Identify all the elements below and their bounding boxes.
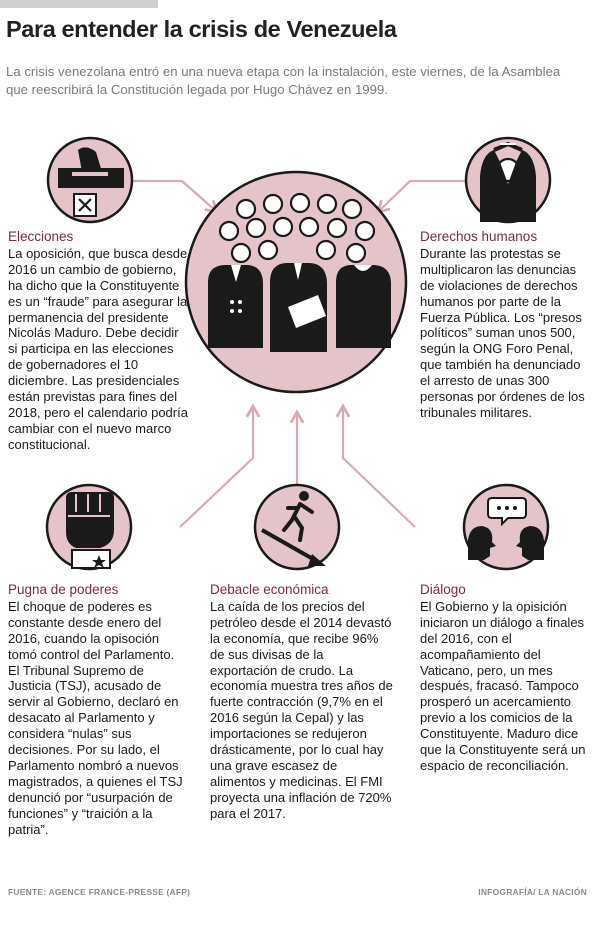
constituent-assembly-icon xyxy=(186,172,406,392)
dialogue-heads-icon xyxy=(464,485,548,569)
section-title: Pugna de poderes xyxy=(8,582,119,597)
section-dialogo xyxy=(420,582,592,774)
section-pugna-de-poderes xyxy=(8,582,188,838)
section-text: La oposición, que busca desde 2016 un cambio de gobierno, ha dicho que la Constituyente es un “fraude” para asegurar la permanencia del presidente Nicolás Maduro. Debe decidir si participa en las elecciones de gobernadores el 10 diciembre. Las presidenciales están previstas para fines del 2018, pero el calendario podría cambiar con el nuevo marco constitucional. xyxy=(8,245,188,452)
arrow-dialogo xyxy=(343,406,415,527)
raised-fist-icon xyxy=(47,485,131,569)
falling-person-icon xyxy=(255,485,339,569)
arrow-pugna xyxy=(180,406,253,527)
section-debacle-economica xyxy=(210,582,394,822)
section-title: Elecciones xyxy=(8,229,74,244)
graphic-credit: INFOGRAFÍA/ LA NACIÓN xyxy=(478,887,587,897)
section-title: Derechos humanos xyxy=(420,229,538,244)
section-text: La caída de los precios del petróleo desde el 2014 devastó la economía, que recibe 96% de sus divisas de la exportación de crudo. La economía muestra tres años de fuerte contracción (9,7% en el 2016 según la Cepal) y las importaciones se redujeron drásticamente, por lo cual hay una grave escasez de alimentos y medicinas. El FMI proyecta una inflación de 720% para el 2017. xyxy=(210,598,393,821)
section-title: Debacle económica xyxy=(210,582,329,597)
ballot-box-icon xyxy=(48,138,132,222)
section-text: El choque de poderes es constante desde enero del 2016, cuando la opisoción tomó control del Parlamento. El Tribunal Supremo de Justicia (TSJ), acusado de servir al Gobierno, declaró en desacato al Parlamento y considera “nulas” sus decisiones. Por su lado, el Parlamento nombró a nuevos magistrados, a quienes el TSJ denunció por “usurpación de funciones” y “traición a la patria”. xyxy=(8,598,183,837)
page-subtitle: La crisis venezolana entró en una nueva etapa con la instalación, este viernes, de la Asamblea que reescribirá la Constitución legada por Hugo Chávez en 1999. xyxy=(6,64,561,97)
page-title: Para entender la crisis de Venezuela xyxy=(6,16,397,42)
section-text: El Gobierno y la opisición iniciaron un diálogo a finales del 2016, con el acompañamiento del Vaticano, pero, un mes después, fracasó. Tampoco prosperó un acercamiento previo a los comicios de la Constituyente. Maduro dice que la Constituyente será un espacio de reconciliación. xyxy=(420,598,586,773)
section-derechos-humanos xyxy=(420,229,592,421)
source-credit: FUENTE: AGENCE FRANCE-PRESSE (AFP) xyxy=(8,887,191,897)
section-title: Diálogo xyxy=(420,582,466,597)
arrow-elecciones xyxy=(128,181,217,212)
detained-person-icon xyxy=(466,138,550,222)
arrow-derechos xyxy=(378,181,466,212)
section-text: Durante las protestas se multiplicaron las denuncias de violaciones de derechos humanos por parte de la Fuerza Pública. Los “presos políticos” suman unos 500, según la ONG Foro Penal, que también ha denunciado el arresto de unas 300 personas por órdenes de los tribunales militares. xyxy=(420,245,585,420)
section-elecciones xyxy=(8,229,188,453)
